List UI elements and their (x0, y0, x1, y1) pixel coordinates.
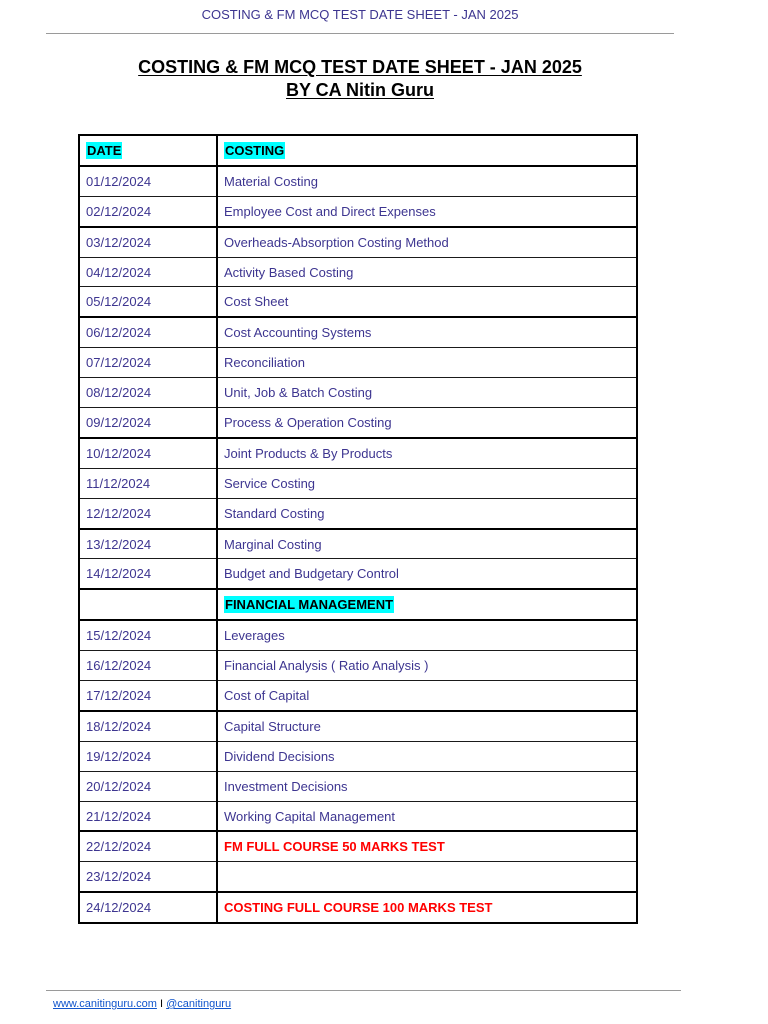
date-cell: 07/12/2024 (79, 348, 217, 378)
topic-cell (217, 589, 637, 620)
date-cell: 20/12/2024 (79, 771, 217, 801)
costing-column-header: COSTING (225, 142, 285, 158)
table-row (79, 257, 637, 287)
topic-cell: Dividend Decisions (217, 741, 637, 771)
date-cell: 18/12/2024 (79, 711, 217, 741)
date-cell (79, 589, 217, 620)
date-cell: 04/12/2024 (79, 257, 217, 287)
date-sheet-table (78, 134, 638, 924)
date-cell: 19/12/2024 (79, 741, 217, 771)
date-cell: 01/12/2024 (79, 166, 217, 196)
table-row (79, 498, 637, 528)
date-cell: 17/12/2024 (79, 681, 217, 711)
date-sheet-body (79, 135, 637, 923)
topic-cell: Overheads-Absorption Costing Method (217, 227, 637, 257)
topic-cell: Cost Sheet (217, 287, 637, 317)
topic-cell: Marginal Costing (217, 529, 637, 559)
date-cell: 03/12/2024 (79, 227, 217, 257)
document-title (0, 56, 720, 102)
topic-cell: Unit, Job & Batch Costing (217, 378, 637, 408)
table-header-row (79, 135, 637, 166)
date-cell: 05/12/2024 (79, 287, 217, 317)
topic-cell (217, 892, 637, 923)
date-cell: 21/12/2024 (79, 801, 217, 831)
topic-cell: Cost of Capital (217, 681, 637, 711)
date-cell (79, 135, 217, 166)
table-row (79, 771, 637, 801)
table-row (79, 620, 637, 650)
social-handle-link[interactable]: @canitinguru (166, 998, 232, 1010)
date-cell: 14/12/2024 (79, 559, 217, 589)
date-cell: 02/12/2024 (79, 196, 217, 226)
topic-cell: Leverages (217, 620, 637, 650)
topic-cell (217, 862, 637, 892)
title-line-2: BY CA Nitin Guru (286, 80, 434, 100)
table-row (79, 681, 637, 711)
topic-cell: Employee Cost and Direct Expenses (217, 196, 637, 226)
table-row (79, 862, 637, 892)
topic-cell: Financial Analysis ( Ratio Analysis ) (217, 651, 637, 681)
date-cell: 13/12/2024 (79, 529, 217, 559)
topic-cell (217, 135, 637, 166)
table-row (79, 378, 637, 408)
page-footer (53, 998, 231, 1010)
website-link[interactable]: www.canitinguru.com (53, 998, 157, 1010)
table-row (79, 831, 637, 861)
date-cell: 11/12/2024 (79, 468, 217, 498)
table-row (79, 651, 637, 681)
topic-cell: Activity Based Costing (217, 257, 637, 287)
topic-cell: Cost Accounting Systems (217, 317, 637, 347)
full-course-test-label: FM FULL COURSE 50 MARKS TEST (224, 839, 445, 855)
topic-cell: Capital Structure (217, 711, 637, 741)
date-cell: 24/12/2024 (79, 892, 217, 923)
topic-cell: Service Costing (217, 468, 637, 498)
table-row (79, 348, 637, 378)
topic-cell (217, 831, 637, 861)
financial-management-heading: FINANCIAL MANAGEMENT (225, 597, 394, 613)
date-cell: 12/12/2024 (79, 498, 217, 528)
date-column-header: DATE (87, 142, 122, 158)
table-row (79, 801, 637, 831)
section-heading-row (79, 589, 637, 620)
table-row (79, 317, 637, 347)
table-row (79, 408, 637, 438)
table-row (79, 468, 637, 498)
date-cell: 06/12/2024 (79, 317, 217, 347)
date-cell: 15/12/2024 (79, 620, 217, 650)
date-cell: 09/12/2024 (79, 408, 217, 438)
topic-cell: Working Capital Management (217, 801, 637, 831)
header-divider (46, 33, 674, 34)
topic-cell: Reconciliation (217, 348, 637, 378)
full-course-test-label: COSTING FULL COURSE 100 MARKS TEST (224, 900, 493, 916)
table-row (79, 711, 637, 741)
table-row (79, 196, 637, 226)
table-row (79, 227, 637, 257)
table-row (79, 741, 637, 771)
table-row (79, 559, 637, 589)
topic-cell: Standard Costing (217, 498, 637, 528)
table-row (79, 529, 637, 559)
table-row (79, 287, 637, 317)
table-row (79, 438, 637, 468)
topic-cell: Investment Decisions (217, 771, 637, 801)
table-row (79, 892, 637, 923)
footer-divider (46, 990, 681, 991)
date-cell: 10/12/2024 (79, 438, 217, 468)
topic-cell: Joint Products & By Products (217, 438, 637, 468)
topic-cell: Material Costing (217, 166, 637, 196)
footer-separator: I (156, 998, 167, 1010)
running-header: COSTING & FM MCQ TEST DATE SHEET - JAN 2025 (201, 7, 519, 22)
table-row (79, 166, 637, 196)
date-cell: 22/12/2024 (79, 831, 217, 861)
date-cell: 23/12/2024 (79, 862, 217, 892)
topic-cell: Budget and Budgetary Control (217, 559, 637, 589)
date-cell: 16/12/2024 (79, 651, 217, 681)
title-line-1: COSTING & FM MCQ TEST DATE SHEET - JAN 2025 (138, 57, 582, 77)
topic-cell: Process & Operation Costing (217, 408, 637, 438)
date-cell: 08/12/2024 (79, 378, 217, 408)
